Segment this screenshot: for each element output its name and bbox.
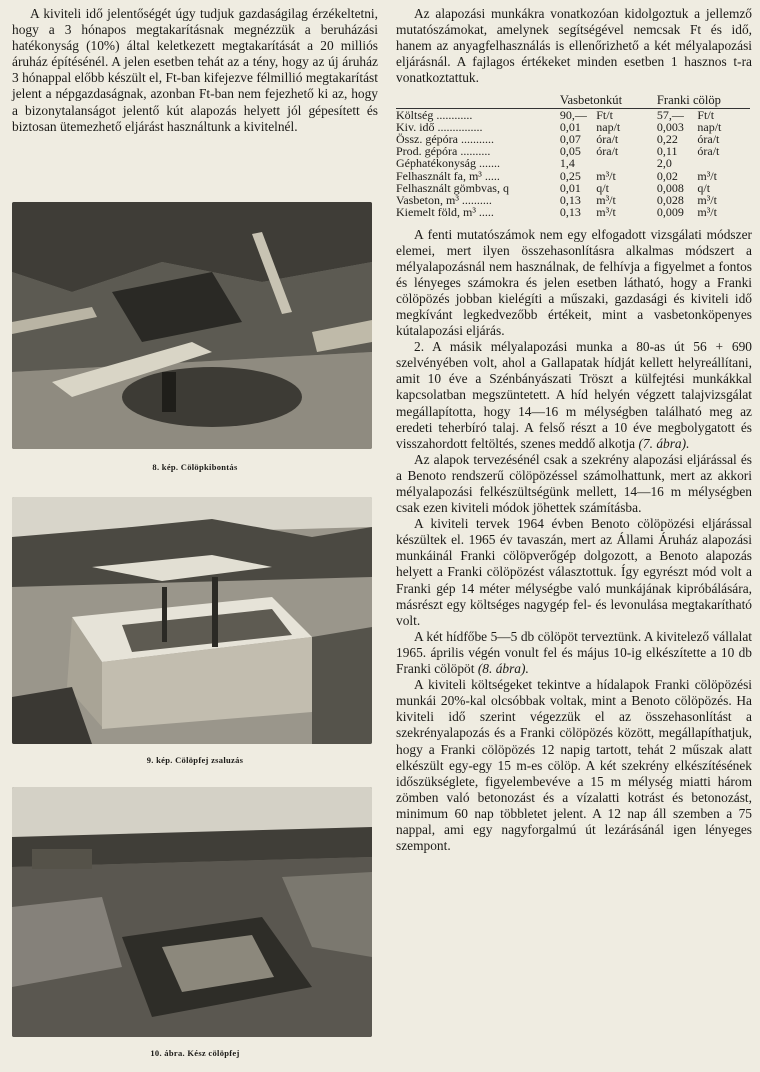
- paragraph-piles-count-text: A két hídfőbe 5—5 db cölöpöt terveztünk. A kivitelező vállalat 1965. április végén vonult fel és május 10-ig elkészítette a 10 db Franki cölöpöt: [396, 628, 752, 677]
- paragraph-metrics-discussion: A fenti mutatószámok nem egy elfogadott vizsgálati módszer elemei, mert ilyen összehasonlításra alkalmas módszert a mélyalapozásnál nem használnak, de felhívja a figyelmet a fontos és lényeges számokra és jelen esetben látható, hogy a Franki cölöpözés jobban kielégíti a műszaki, gazdasági és kiviteli idő megkívánt legkedvezőbb értékeit, mint a vasbetonköpenyes kútalapozási eljárás.: [396, 226, 752, 339]
- concrete-well-value: 0,01: [559, 180, 581, 195]
- franki-pile-value: 0,028: [656, 193, 684, 208]
- paragraph-intro-metrics: Az alapozási munkákra vonatkozóan kidolgoztuk a jellemző mutatószámokat, amelynek segítségével nemcsak Ft és idő, hanem az anyagfelhasználás is ellenőrizhető a két mélyalapozási eljárásnál. A fajlagos értékeket minden esetben 1 hasznos t-ra vonatkoztattuk.: [396, 6, 752, 86]
- metrics-table: [396, 94, 750, 218]
- row-label: Össz. gépóra ...........: [396, 132, 494, 147]
- concrete-well-value: 1,4: [559, 156, 575, 171]
- franki-pile-unit: óra/t: [697, 132, 720, 147]
- franki-pile-unit: m³/t: [697, 168, 717, 183]
- concrete-well-unit: [596, 157, 657, 169]
- concrete-well-value: 0,13: [559, 205, 581, 220]
- row-label: Felhasznált fa, m³ .....: [396, 168, 500, 183]
- paragraph-foundation-design: Az alapok tervezésénél csak a szekrény alapozási eljárással és a Benoto rendszerű cölöpözéssel számolhattunk, mert az akkori mélyalapozási felkészültségünk mellett, 14—16 m mélységben csak ezen kiviteli módok jöhettek számításba.: [396, 451, 752, 516]
- concrete-well-unit: m³/t: [596, 205, 616, 220]
- paragraph-piles-count: [396, 629, 752, 677]
- concrete-well-unit: nap/t: [596, 119, 621, 134]
- franki-pile-unit: m³/t: [697, 205, 717, 220]
- franki-pile-unit: q/t: [697, 180, 711, 195]
- metrics-table-row: [396, 206, 750, 218]
- photo-pile-cap-formwork: [12, 497, 372, 744]
- concrete-well-value: 0,25: [559, 168, 581, 183]
- concrete-well-value: 0,07: [559, 132, 581, 147]
- row-label: Vasbeton, m³ ..........: [396, 193, 492, 208]
- franki-pile-unit: óra/t: [697, 144, 720, 159]
- photo-pile-excavation-image: [12, 202, 372, 449]
- column-header-concrete-well: Vasbetonkút: [559, 93, 623, 108]
- figure-8-reference: (8. ábra).: [477, 661, 529, 677]
- concrete-well-value: 0,13: [559, 193, 581, 208]
- row-label: Kiv. idő ...............: [396, 119, 483, 134]
- concrete-well-unit: óra/t: [596, 132, 619, 147]
- franki-pile-unit: Ft/t: [697, 108, 750, 121]
- concrete-well-value: 0,01: [559, 119, 581, 134]
- paragraph-bridge-project-text: 2. A másik mélyalapozási munka a 80-as út 56 + 690 szelvényében volt, ahol a Gallapatak hídját kellett helyreállítani, amit 10 éve a Szénbányászati Tröszt a külfejtési munkákkal kapcsolatban megszüntetett. A híd helyén végzett talajvizsgálat megállapította, hogy 14—16 m mélységben található meg az eredeti teherbíró talaj. A felső részt a 10 éve megbolygatott és visszahordott feltöltés, szenes meddő alkotja: [396, 339, 752, 451]
- photo-pile-excavation: [12, 202, 372, 449]
- photo-finished-pile-cap: [12, 787, 372, 1037]
- franki-pile-unit: m³/t: [697, 193, 717, 208]
- franki-pile-value: 0,009: [656, 205, 684, 220]
- row-label: Prod. gépóra ..........: [396, 144, 491, 159]
- franki-pile-unit: [697, 157, 750, 169]
- paragraph-cost-comparison: A kiviteli költségeket tekintve a hídalapok Franki cölöpözési munkái 20%-kal olcsóbbak voltak, mint a Benoto cölöpözés. Ha kiviteli idő szerint végezzük el az összehasonlítást a szekrényalapozás és a Franki cölöpözés között, megállapíthatjuk, hogy a Franki cölöpözés 12 napig tartott, tehát 2 műszak alatt elkészült egy-egy 15 m-es cölöp. A két szekrény elkészítésének időszükséglete, figyelembevéve a 15 m mélység miatti három zömben való betonozást és a vízalatti kotrást és betonozást, minimum 60 nap többletet jelent. A 12 nap áll szemben a 75 nappal, ami egy nagyforgalmú út lezárásánál igen lényeges szempont.: [396, 677, 752, 854]
- row-label: Géphatékonyság .......: [396, 156, 500, 171]
- row-label: Felhasznált gömbvas, q: [396, 180, 509, 195]
- franki-pile-value: 0,11: [656, 144, 678, 159]
- concrete-well-value: 0,05: [559, 144, 581, 159]
- row-label: Kiemelt föld, m³ .....: [396, 205, 494, 220]
- photo-finished-pile-cap-image: [12, 787, 372, 1037]
- franki-pile-value: 0,02: [656, 168, 678, 183]
- figure-9-caption: 9. kép. Cölöpfej zsaluzás: [146, 755, 244, 765]
- concrete-well-unit: Ft/t: [596, 108, 657, 121]
- concrete-well-value: 90,—: [558, 108, 596, 121]
- paragraph-execution-plans: A kiviteli tervek 1964 évben Benoto cölöpözési eljárással készültek el. 1965 év tavaszán, mert az Állami Áruház alapozási munkáinál Franki cölöpverőgép dolgozott, a Benoto alapozás helyett a Franki cölöpözést választottuk. Így egyrészt mód volt a Franki gép 14 méter mélységbe való munkájának kipróbálására, másrészt egy költséges nagygép fel- és levonulása megtakarítható volt.: [396, 516, 752, 628]
- concrete-well-unit: m³/t: [596, 168, 616, 183]
- franki-pile-value: 0,22: [656, 132, 678, 147]
- metrics-table-header: [396, 94, 750, 108]
- concrete-well-unit: m³/t: [596, 193, 616, 208]
- franki-pile-value: 57,—: [657, 108, 697, 121]
- franki-pile-unit: nap/t: [697, 119, 722, 134]
- figure-8-caption: 8. kép. Cölöpkibontás: [152, 462, 238, 472]
- concrete-well-unit: óra/t: [596, 144, 619, 159]
- paragraph-bridge-project: [396, 339, 752, 452]
- figure-10-caption: 10. ábra. Kész cölöpfej: [150, 1048, 240, 1058]
- metrics-table-row: [396, 108, 750, 121]
- photo-pile-cap-formwork-image: [12, 497, 372, 744]
- metrics-table-row: [396, 157, 750, 169]
- concrete-well-unit: q/t: [596, 180, 609, 195]
- right-column: [396, 0, 752, 854]
- franki-pile-value: 0,003: [656, 119, 684, 134]
- franki-pile-value: 2,0: [656, 156, 672, 171]
- figure-7-reference: (7. ábra).: [638, 435, 690, 451]
- row-label: Költség ............: [396, 108, 558, 121]
- franki-pile-value: 0,008: [656, 180, 684, 195]
- intro-paragraph: A kiviteli idő jelentőségét úgy tudjuk gazdaságilag érzékeltetni, hogy a 3 hónapos megtakarításnak megnézzük a beruházási hatékonyság (10%) által keletkezett megtakarítását a 20 milliós áruház építésénél. A jelen esetben tehát az a tény, hogy az új áruház 3 hónappal előbb készült el, Ft-ban kifejezve félmillió megtakarítást jelent a népgazdaságnak, azonban Ft-ban nem fejezhető ki az, hogy a bizonytalanságot jelentő kút alapozás helyett jól gépesített és biztosan ütemezhető eljárást használtunk a kivitelnél.: [12, 6, 378, 134]
- column-header-franki-pile: Franki cölöp: [656, 93, 721, 108]
